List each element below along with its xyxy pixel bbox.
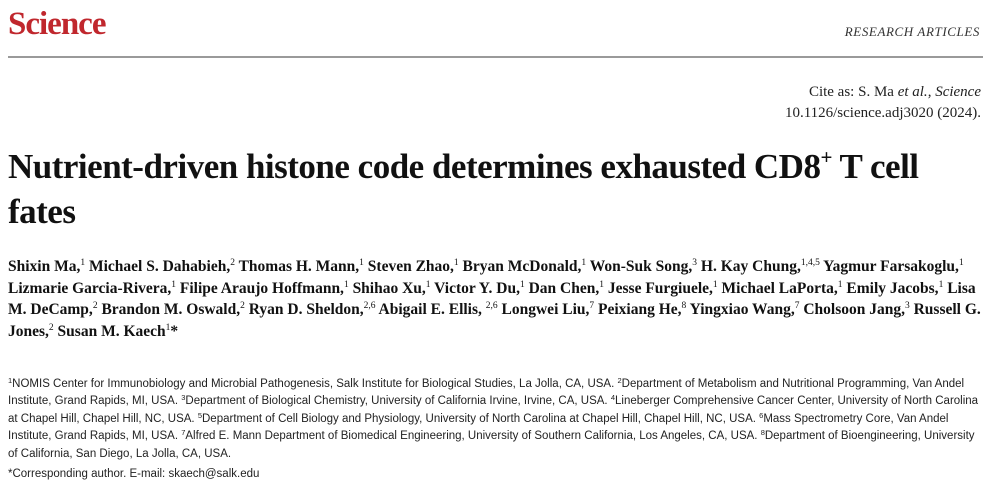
affiliation-number: 2 [617,376,622,385]
affiliation-number: 6 [759,410,764,420]
author [239,258,364,275]
author [8,258,85,275]
author-affiliation-marker: 2,6 [485,301,498,311]
corresponding-marker: * [170,322,179,340]
affiliation-text: Lineberger Comprehensive Cancer Center, University of North Carolina at Chapel Hill, Chapel Hill, NC, USA. [8,395,979,425]
author-affiliation-marker: 1 [453,258,459,268]
author-affiliation-marker: 1 [165,322,171,333]
title-rest: T cell fates [8,147,919,231]
author-name: Ryan D. Sheldon, [248,301,364,318]
author-affiliation-marker: 2,6 [363,301,376,311]
affiliation-number: 8 [760,428,765,438]
author [89,258,235,275]
author-name: Bryan McDonald, [462,258,582,275]
author-affiliation-marker: 2 [92,301,98,311]
author-name: Michael LaPorta, [721,279,838,297]
author [249,301,376,318]
title-superscript: + [820,145,832,169]
author-name: Abigail E. Ellis, [378,301,482,318]
affiliation-text: Mass Spectrometry Core, Van Andel Institute, Grand Rapids, MI, USA. [8,412,949,443]
author [463,258,587,275]
author-name: Peixiang He, [598,301,682,318]
affiliation-number: 1 [8,376,13,385]
author [180,280,349,297]
affiliation [181,430,757,442]
affiliation [181,395,607,407]
author [8,280,176,297]
author-name: Filipe Araujo Hoffmann, [179,279,344,297]
affiliation [197,410,756,425]
citation-block [785,82,981,124]
author-name: Brandon M. Oswald, [101,301,241,318]
author-list [8,256,983,342]
author-affiliation-marker: 1 [359,258,364,268]
affiliation-text: NOMIS Center for Immunobiology and Microbial Pathogenesis, Salk Institute for Biological Studies, La Jolla, CA, USA. [12,378,615,390]
author [58,323,179,340]
author-affiliation-marker: 1 [80,258,86,268]
affiliation-number: 7 [181,428,186,438]
citation-separator: , [927,84,936,100]
author-name: Michael S. Dahabieh, [88,258,231,275]
author-name: Dan Chen, [528,279,600,297]
citation-etal: et al. [897,84,928,100]
author-affiliation-marker: 1 [837,279,843,290]
author-affiliation-marker: 2 [48,322,54,333]
author-name: Yingxiao Wang, [689,301,795,318]
author-name: Thomas H. Mann, [238,258,360,275]
author-name: Shixin Ma, [8,258,81,275]
author-name: Emily Jacobs, [846,279,939,297]
author-affiliation-marker: 1 [581,258,587,268]
author [379,301,498,318]
article-title [8,144,983,234]
author-affiliation-marker: 1 [712,279,718,290]
citation-prefix: Cite as: S. Ma [808,84,898,100]
journal-logo: Science [8,6,106,42]
author-name: Jesse Furgiuele, [607,279,713,297]
affiliation-number: 5 [197,410,202,420]
corresponding-author: *Corresponding author. E-mail: skaech@salk.edu [8,468,260,480]
author-affiliation-marker: 7 [794,301,800,311]
author-name: Shihao Xu, [352,279,426,297]
author [434,280,525,297]
author [502,301,595,318]
author [701,258,820,275]
affiliation-text: Department of Bioengineering, University of California, San Diego, La Jolla, CA, USA. [8,430,975,460]
author [823,258,964,275]
author-name: Yagmur Farsakoglu, [823,258,959,275]
author-name: Cholsoon Jang, [803,301,905,318]
author-name: Won-Suk Song, [589,258,693,275]
author [722,280,843,297]
affiliation [8,378,614,390]
author-name: Susan M. Kaech [57,322,166,340]
author-name: Lisa M. DeCamp, [8,279,976,318]
author-affiliation-marker: 8 [681,301,687,311]
citation-doi: 10.1126/science.adj3020 (2024). [784,105,981,121]
author-affiliation-marker: 3 [904,301,910,311]
author [368,258,459,275]
author-affiliation-marker: 7 [589,301,595,311]
affiliation-number: 3 [181,393,186,403]
author-affiliation-marker: 1 [343,279,349,290]
author [803,301,909,318]
author-affiliation-marker: 1 [519,279,525,290]
author-affiliation-marker: 3 [692,258,698,268]
author [590,258,697,275]
author-affiliation-marker: 1 [171,279,177,290]
author [598,301,686,318]
author-affiliation-marker: 1,4,5 [800,258,820,268]
author-affiliation-marker: 2 [230,258,235,268]
author-name: Longwei Liu, [501,301,590,318]
author [529,280,604,297]
section-label: RESEARCH ARTICLES [844,24,980,39]
author-affiliation-marker: 2 [240,301,245,311]
affiliation-text: Alfred E. Mann Department of Biomedical Engineering, University of Southern California, Los Angeles, CA, USA. [185,430,758,443]
author-affiliation-marker: 1 [599,279,604,290]
author-name: Russell G. Jones, [8,301,981,340]
affiliation-number: 4 [610,393,616,403]
citation-journal: Science [935,84,981,100]
affiliations [8,376,983,463]
affiliation-text: Department of Cell Biology and Physiology, University of North Carolina at Chapel Hill, Chapel Hill, NC, USA. [202,412,756,425]
author-name: Lizmarie Garcia-Rivera, [8,279,172,297]
author-name: H. Kay Chung, [700,258,801,275]
author-name: Steven Zhao, [367,258,454,275]
author [690,301,800,318]
author [101,301,244,318]
author-affiliation-marker: 1 [425,279,431,290]
affiliation-text: Department of Biological Chemistry, University of California Irvine, Irvine, CA, USA. [185,395,608,408]
author-affiliation-marker: 1 [938,279,944,290]
author [353,280,431,297]
header-divider [8,56,983,58]
author-name: Victor Y. Du, [434,279,520,297]
affiliation-text: Department of Metabolism and Nutritional Programming, Van Andel Institute, Grand Rapids, MI, USA. [8,378,965,408]
author-affiliation-marker: 1 [958,258,964,268]
author [846,280,943,297]
author [608,280,718,297]
citation-line-1 [785,82,981,103]
title-main: Nutrient-driven histone code determines exhausted CD8 [8,147,821,186]
